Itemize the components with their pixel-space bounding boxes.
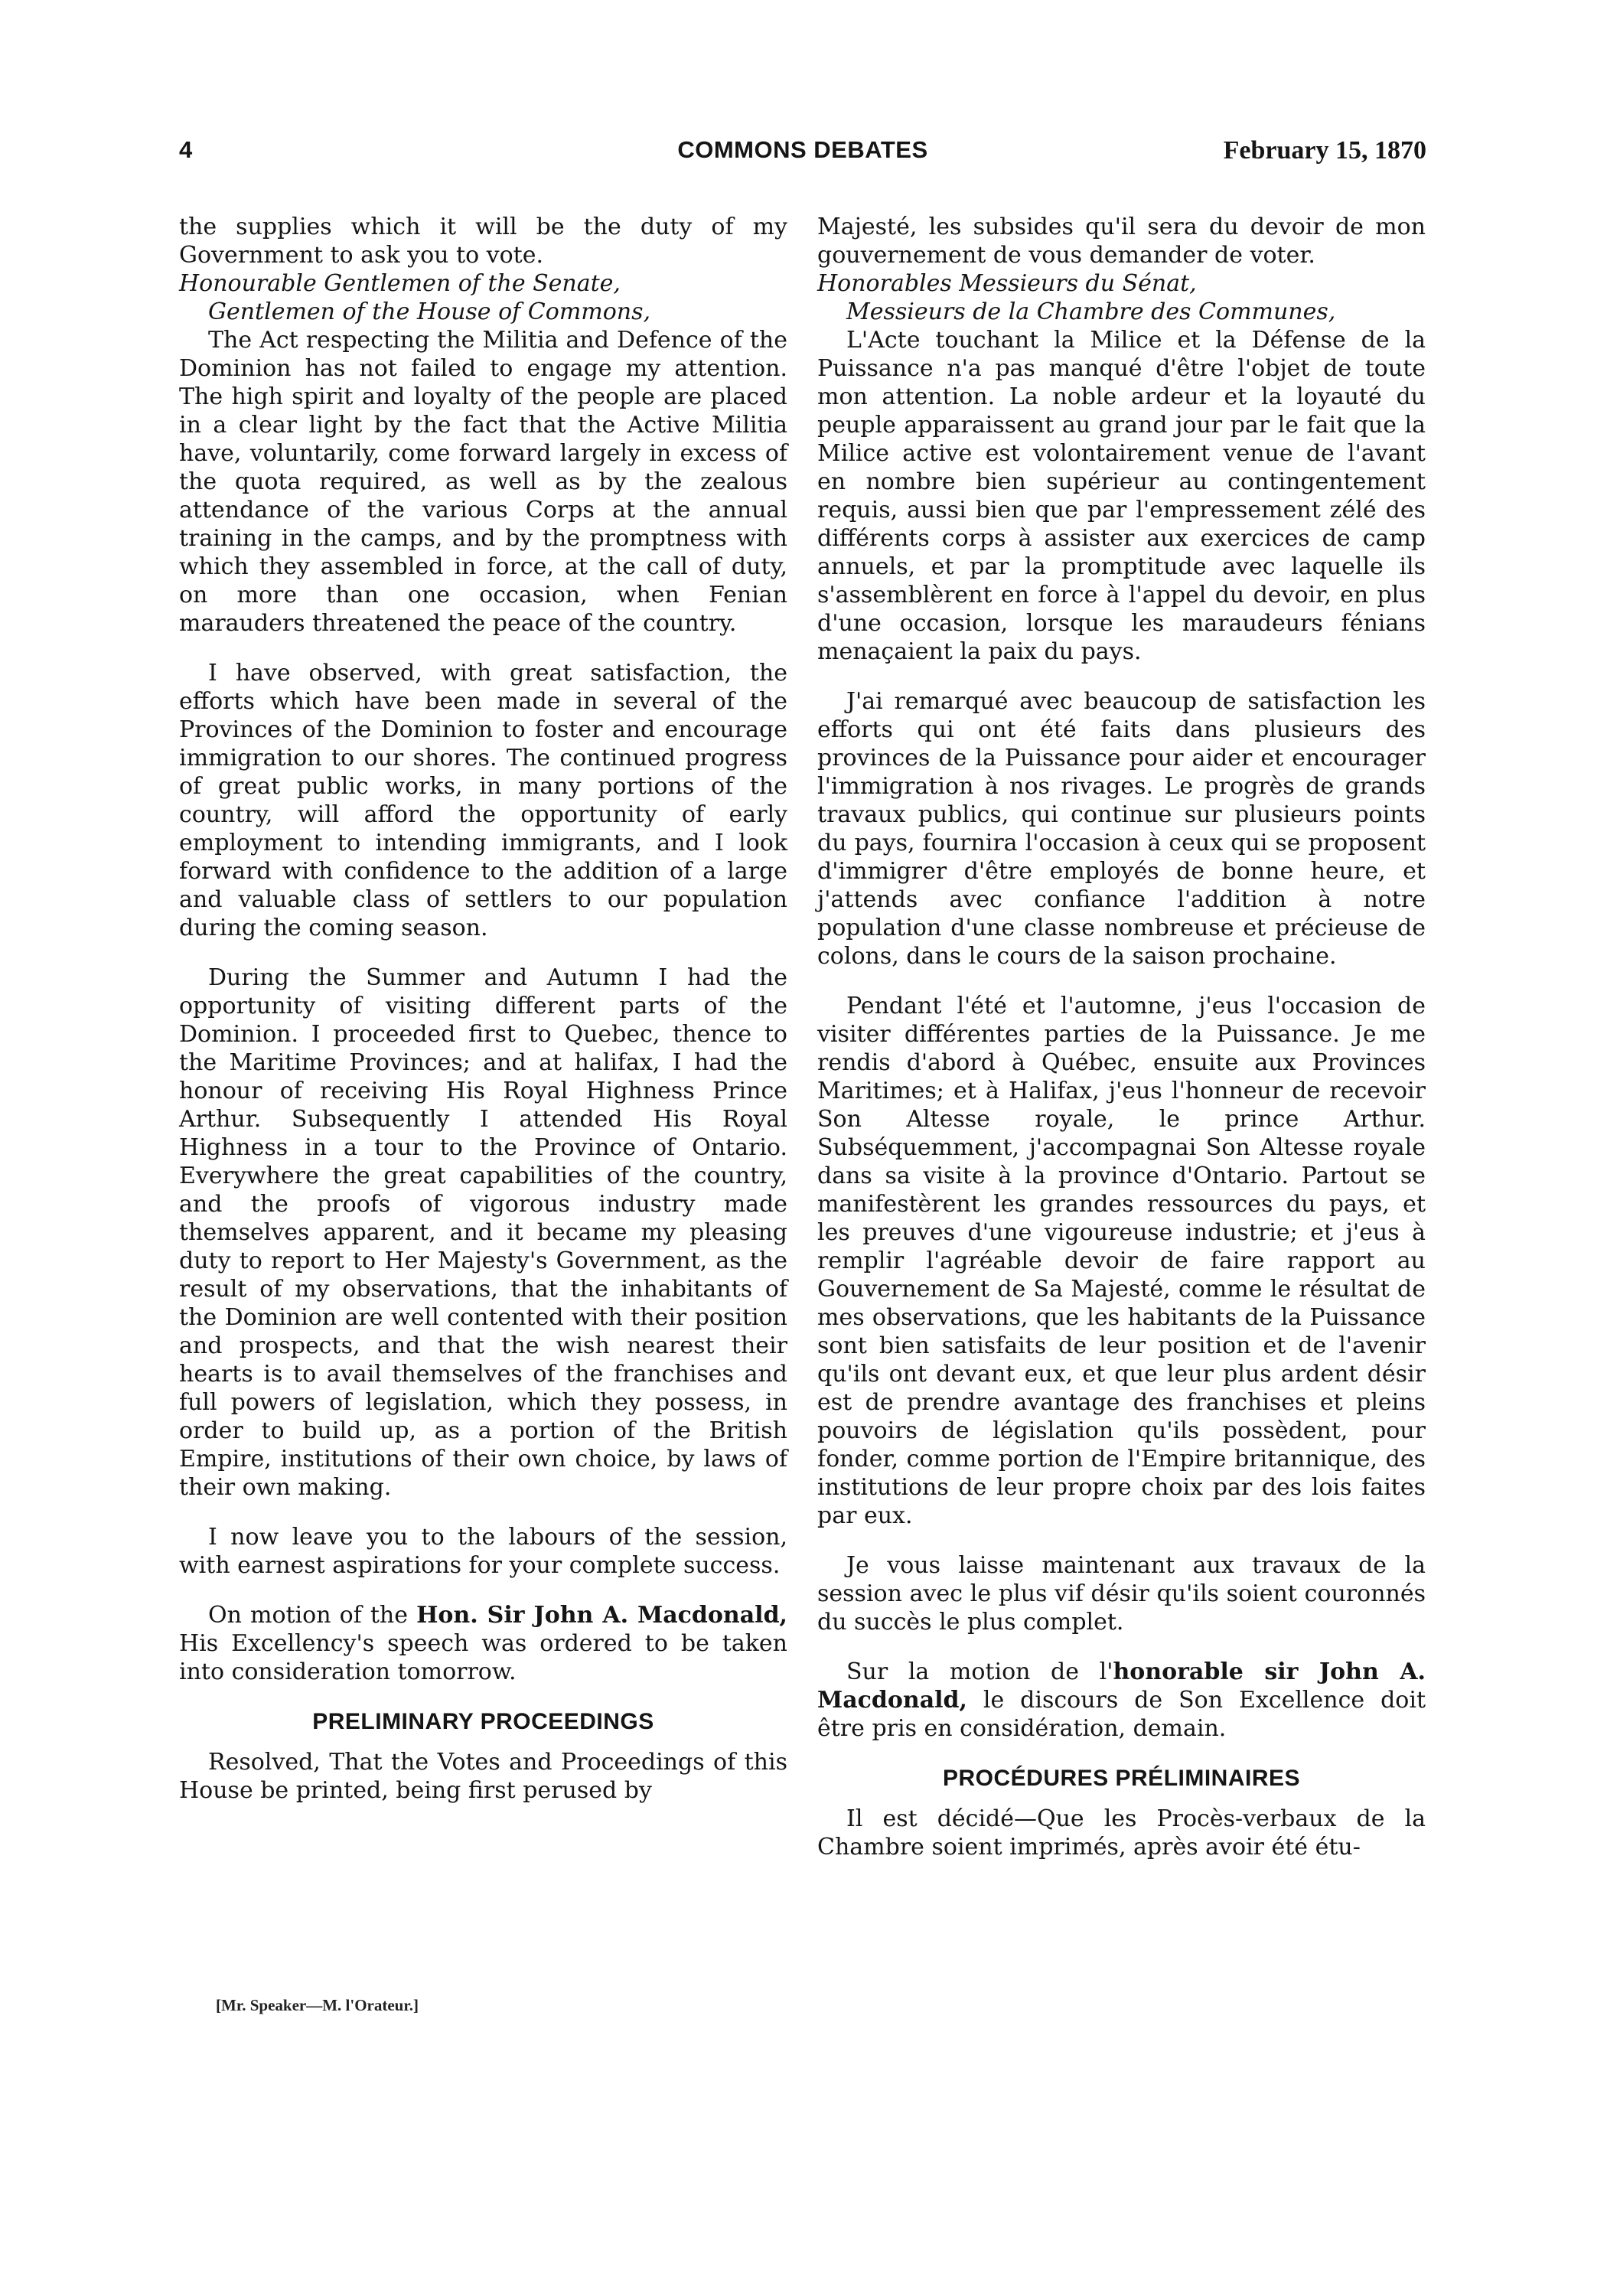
paragraph-closing: Je vous laisse maintenant aux travaux de la session avec le plus vif désir qu'ils soient couronnés du succès le plus complet. bbox=[817, 1552, 1426, 1636]
page-date: February 15, 1870 bbox=[1223, 136, 1426, 165]
publication-title: COMMONS DEBATES bbox=[677, 136, 928, 163]
motion-prefix: Sur la motion de l' bbox=[846, 1658, 1113, 1685]
paragraph-militia: The Act respecting the Militia and Defence of the Dominion has not failed to engage my attention. The high spirit and loyalty of the people are placed in a clear light by the fact that the Active Militia have, voluntarily, come forward largely in excess of the quota required, as well as by the zealous attendance of the various Corps at the annual training in the camps, and by the promptness with which they assembled in force, at the call of duty, on more than one occasion, when Fenian marauders threatened the peace of the country. bbox=[179, 327, 787, 637]
motion-member-name: Hon. Sir John A. Macdonald, bbox=[416, 1602, 787, 1629]
salutation-commons: Messieurs de la Chambre des Communes, bbox=[846, 298, 1336, 325]
continuation-text: the supplies which it will be the duty of my Government to ask you to vote. bbox=[179, 214, 787, 269]
motion-suffix: His Excellency's speech was ordered to be taken into consideration tomorrow. bbox=[179, 1630, 787, 1685]
salutation-senate: Honorables Messieurs du Sénat, bbox=[817, 270, 1197, 297]
paragraph-motion bbox=[817, 1658, 1426, 1743]
speaker-footnote: [Mr. Speaker—M. l'Orateur.] bbox=[216, 1996, 419, 2014]
paragraph-visit: During the Summer and Autumn I had the opportunity of visiting different parts of the Dominion. I proceeded first to Quebec, thence to the Maritime Provinces; and at halifax, I had the honour of receiving His Royal Highness Prince Arthur. Subsequently I attended His Royal Highness in a tour to the Province of Ontario. Everywhere the great capabilities of the country, and the proofs of vigorous industry made themselves apparent, and it became my pleasing duty to report to Her Majesty's Government, as the result of my observations, that the inhabitants of the Dominion are well contented with their position and prospects, and that the wish nearest their hearts is to avail themselves of the franchises and full powers of legislation, which they possess, in order to build up, as a portion of the British Empire, institutions of their own choice, by laws of their own making. bbox=[179, 964, 787, 1501]
page-header bbox=[179, 136, 1426, 174]
section-heading: PROCÉDURES PRÉLIMINAIRES bbox=[942, 1766, 1301, 1791]
paragraph-closing: I now leave you to the labours of the session, with earnest aspirations for your complete success. bbox=[179, 1524, 787, 1579]
motion-prefix: On motion of the bbox=[208, 1602, 417, 1629]
english-column bbox=[179, 213, 787, 1826]
paragraph-militia: L'Acte touchant la Milice et la Défense de la Puissance n'a pas manqué d'être l'objet de toute mon attention. La noble ardeur et la loyauté du peuple apparaissent au grand jour par le fait que la Milice active est volontairement venue de l'avant en nombre bien supérieur au contingentement requis, aussi bien que par l'empressement zélé des différents corps à assister aux exercices de camp annuels, et par la promptitude avec laquelle ils s'assemblèrent en force à l'appel du devoir, en plus d'une occasion, lorsque les maraudeurs fénians menaçaient la paix du pays. bbox=[817, 327, 1426, 665]
continuation-text: Majesté, les subsides qu'il sera du devoir de mon gouvernement de vous demander de voter. bbox=[817, 214, 1426, 269]
paragraph-resolution: Resolved, That the Votes and Proceedings of this House be printed, being first perused by bbox=[179, 1749, 787, 1804]
paragraph-motion bbox=[179, 1601, 787, 1686]
section-heading: PRELIMINARY PROCEEDINGS bbox=[312, 1709, 654, 1734]
paragraph-resolution: Il est décidé—Que les Procès-verbaux de la Chambre soient imprimés, après avoir été étu- bbox=[817, 1805, 1426, 1861]
page-number: 4 bbox=[179, 136, 193, 163]
motion-suffix: le discours de Son Excellence doit être pris en considération, demain. bbox=[817, 1687, 1426, 1742]
salutation-senate: Honourable Gentlemen of the Senate, bbox=[179, 270, 621, 297]
salutation-commons: Gentlemen of the House of Commons, bbox=[208, 298, 651, 325]
paragraph-immigration: J'ai remarqué avec beaucoup de satisfaction les efforts qui ont été faits dans plusieurs des provinces de la Puissance pour aider et encourager l'immigration à nos rivages. Le progrès de grands travaux publics, qui continue sur plusieurs points du pays, fournira l'occasion à ceux qui se proposent d'immigrer d'être employés de bonne heure, et j'attends avec confiance l'addition à notre population d'une classe nombreuse et précieuse de colons, dans le cours de la saison prochaine. bbox=[817, 688, 1426, 970]
paragraph-immigration: I have observed, with great satisfaction, the efforts which have been made in several of the Provinces of the Dominion to foster and encourage immigration to our shores. The continued progress of great public works, in many portions of the country, will afford the opportunity of early employment to intending immigrants, and I look forward with confidence to the addition of a large and valuable class of settlers to our population during the coming season. bbox=[179, 660, 787, 941]
french-column bbox=[817, 213, 1426, 1883]
paragraph-visit: Pendant l'été et l'automne, j'eus l'occasion de visiter différentes parties de la Puissance. Je me rendis d'abord à Québec, ensuite aux Provinces Maritimes; et à Halifax, j'eus l'honneur de recevoir Son Altesse royale, le prince Arthur. Subséquemment, j'accompagnai Son Altesse royale dans sa visite à la province d'Ontario. Partout se manifestèrent les grandes ressources du pays, et les preuves d'une vigoureuse industrie; et j'eus à remplir l'agréable devoir de faire rapport au Gouvernement de Sa Majesté, comme le résultat de mes observations, que les habitants de la Puissance sont bien satisfaits de leur position et de l'avenir qu'ils ont devant eux, et que leur plus ardent désir est de prendre avantage des franchises et pleins pouvoirs de législation qu'ils possèdent, pour fonder, comme portion de l'Empire britannique, des institutions de leur propre choix par des lois faites par eux. bbox=[817, 993, 1426, 1529]
motion-member-name: honorable sir John A. Macdonald, bbox=[817, 1658, 1426, 1714]
